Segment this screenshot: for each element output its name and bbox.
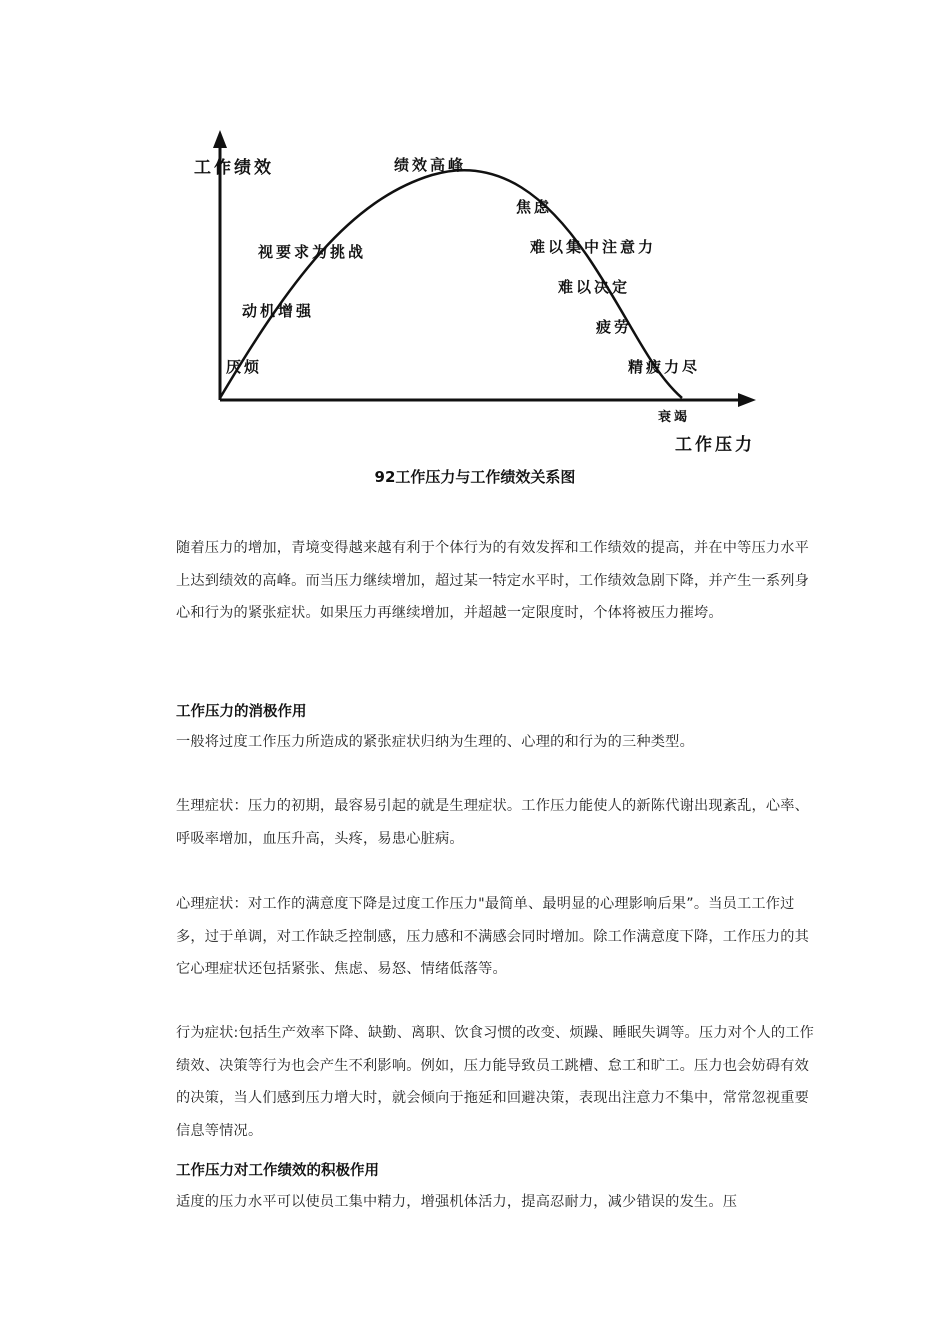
paragraph-symptom-types: 一般将过度工作压力所造成的紧张症状归纳为生理的、心理的和行为的三种类型。: [176, 734, 694, 750]
label-peak: 绩效高峰: [394, 156, 467, 174]
label-boredom: 厌烦: [226, 358, 263, 376]
y-axis-arrow: [213, 130, 227, 148]
label-focus: 难以集中注意力: [530, 238, 657, 256]
stress-performance-figure: [170, 120, 790, 460]
paragraph-positive: 适度的压力水平可以使员工集中精力，增强机体活力，提高忍耐力，减少错误的发生。压: [176, 1194, 738, 1210]
label-challenge: 视要求为挑战: [258, 243, 367, 261]
paragraph-behavioral: 行为症状:包括生产效率下降、缺勤、离职、饮食习惯的改变、烦躁、睡眠失调等。压力对个人的工作绩效、决策等行为也会产生不利影响。例如，压力能导致员工跳槽、怠工和旷工。压力也会妨碍有效的决策，当人们感到压力增大时，就会倾向于拖延和回避决策，表现出注意力不集中，常常忽视重要信息等情况。: [176, 1025, 815, 1139]
label-fatigue: 疲劳: [596, 318, 633, 336]
x-axis-label: 工作压力: [675, 435, 755, 455]
label-motivation: 动机增强: [242, 302, 315, 320]
label-exhausted: 精疲力尽: [628, 358, 701, 376]
heading-negative-effects: 工作压力的消极作用: [176, 704, 307, 720]
label-breakdown: 衰竭: [658, 410, 691, 425]
paragraph-intro: 随着压力的增加，青境变得越来越有利于个体行为的有效发挥和工作绩效的提高，并在中等压力水平上达到绩效的高峰。而当压力继续增加，超过某一特定水平时，工作绩效急剧下降，并产生一系列身心和行为的紧张症状。如果压力再继续增加，并超越一定限度时，个体将被压力摧垮。: [176, 540, 810, 621]
x-axis-arrow: [738, 393, 756, 407]
y-axis-label: 工作绩效: [194, 158, 274, 178]
heading-positive-effects: 工作压力对工作绩效的积极作用: [176, 1163, 379, 1179]
paragraph-psychological: 心理症状：对工作的满意度下降是过度工作压力"最简单、最明显的心理影响后果”。当员工工作过多，过于单调，对工作缺乏控制感，压力感和不满感会同时增加。除工作满意度下降，工作压力的其它心理症状还包括紧张、焦虑、易怒、情绪低落等。: [176, 896, 810, 977]
label-anxiety: 焦虑: [516, 198, 553, 216]
label-decision: 难以决定: [558, 278, 631, 296]
figure-caption: 92工作压力与工作绩效关系图: [374, 468, 576, 486]
paragraph-physiological: 生理症状：压力的初期，最容易引起的就是生理症状。工作压力能使人的新陈代谢出现紊乱，心率、呼吸率增加，血压升高，头疼，易患心脏病。: [176, 798, 810, 847]
